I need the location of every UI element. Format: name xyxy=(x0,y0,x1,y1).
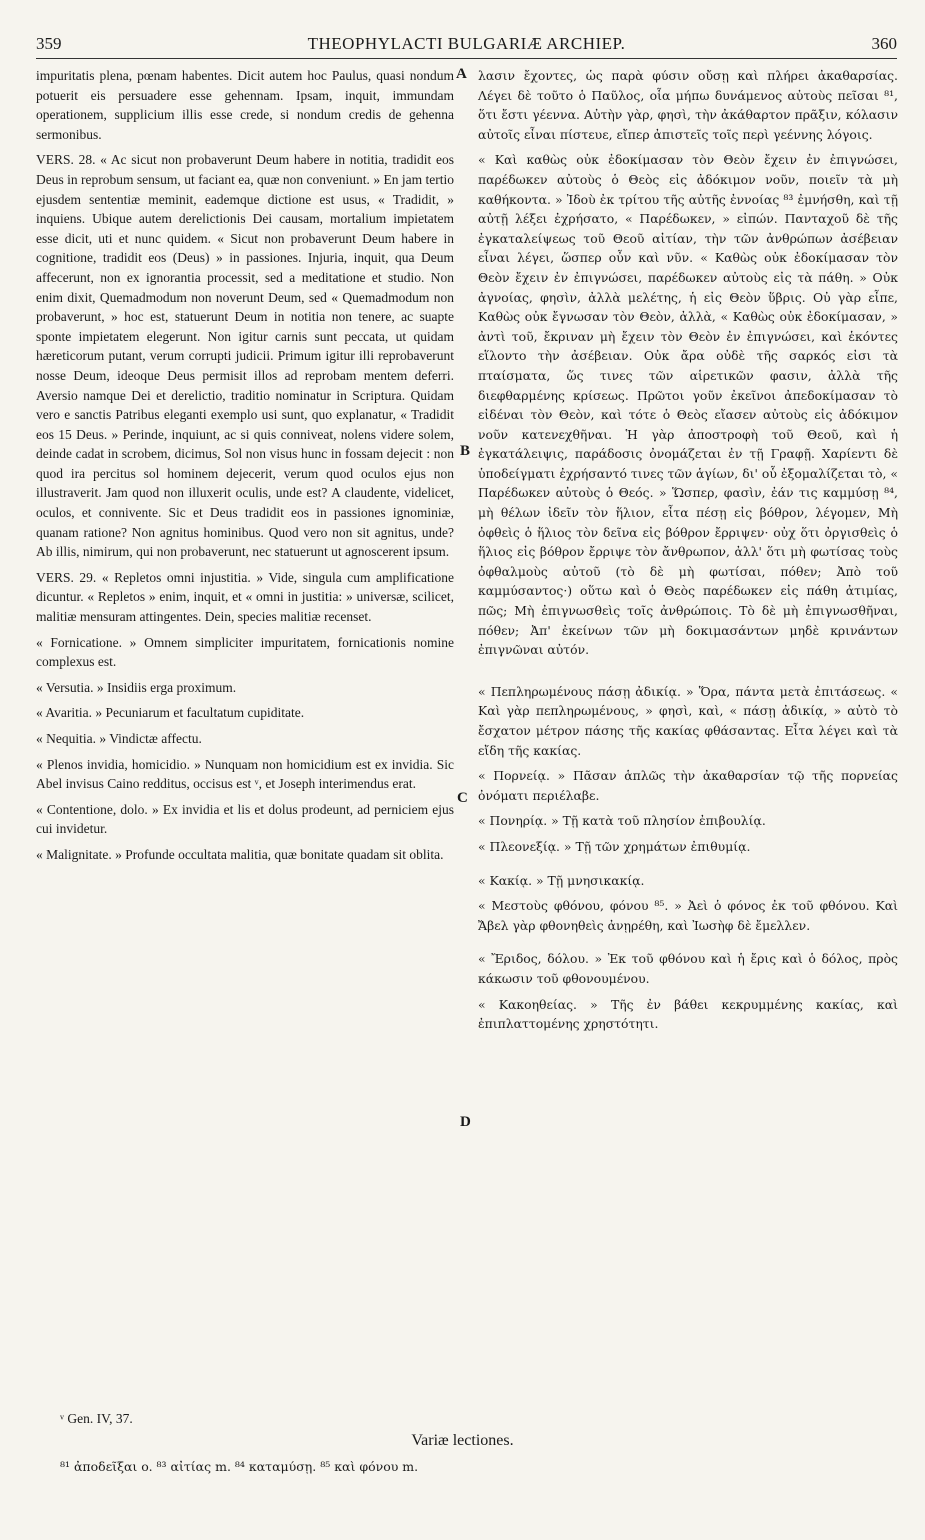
greek-paragraph: « Καὶ καθὼς οὐκ ἐδοκίμασαν τὸν Θεὸν ἔχειν ἐν ἐπιγνώσει, παρέδωκεν αὐτοὺς ὁ Θεὸς εἰς ἀδόκιμον νοῦν, ποιεῖν τὰ μὴ καθήκοντα. » Ἰδοὺ ἐκ τρίτου τῆς αὐτῆς ἐννοίας ⁸³ ἐμνήσθη, καὶ τῇ αὐτῇ λέξει ἐχρήσατο, « Παρέδωκεν, » εἰπών. Πανταχοῦ δὲ τῆς ἐγκαταλείψεως τοῦ Θεοῦ αἰτίαν, τὴν τῶν ἀνθρώπων ἀσέβειαν εἶναι λέγει, ὥσπερ οὖν καὶ νῦν. « Καθὼς οὐκ ἐδοκίμασαν τὸν Θεὸν ἔχειν ἐν ἐπιγνώσει, παρέδωκεν αὐτοὺς εἰς τὰ πάθη. » Οὐκ ἀγνοίας, φησὶν, ἀλλὰ μελέτης, ἡ εἰς Θεὸν ὕβρις. Οὐ γὰρ εἶπε, Καθὼς οὐκ ἔγνωσαν τὸν Θεὸν, ἀλλὰ, « Καθὼς οὐκ ἐδοκίμασαν, » ἀντὶ τοῦ, ἔκριναν μὴ ἔχειν τὸν Θεὸν ἐν ἐπιγνώσει, καὶ ἑκόντες εἵλοντο τὴν ἀσέβειαν. Οὐκ ἄρα οὐδὲ τῆς σαρκός εἰσι τὰ πταίσματα, ὥς τινες τῶν αἱρετικῶν φασιν, ἀλλὰ τῆς διεφθαρμένης κρίσεως. Πρῶτοι γοῦν ἐκεῖνοι ἀπεδοκίμασαν τὸ εἰδέναι τὸν Θεὸν, καὶ τότε ὁ Θεὸς εἴασεν αὐτοὺς εἰς ἀδόκιμον νοῦν κατενεχθῆναι. Ἡ γὰρ ἀποστροφὴ τοῦ Θεοῦ, καὶ ἡ ἐγκατάλειψις, παράδοσις ὀνομάζεται ἐν τῇ Γραφῇ. Χαρίεντι δὲ ὑποδείγματι ἐχρήσαντό τινες τῶν ἁγίων, δι' οὗ ἐξομαλίζεται τὸ, « Παρέδωκεν αὐτοὺς ὁ Θεός. » Ὥσπερ, φασὶν, ἐάν τις καμμύσῃ ⁸⁴, μὴ θέλων ἰδεῖν τὸν ἥλιον, εἶτα πέσῃ εἰς βόθρον, λέγομεν, Μὴ ὀφθεὶς ὁ ἥλιος τὸν δεῖνα εἰς βόθρον ἔρριψεν· οὐχ ὅτι ὀργισθεὶς ὁ ἥλιος εἰς βόθρον ἔρριψε τὸν ἄνθρωπον, ἀλλ' ὅτι μὴ φωτίσας τοὺς ὀφθαλμοὺς αὐτοῦ (τὸ δὲ μὴ φωτίσαι, πόθεν; Ἀπὸ τοῦ καμμύσαντος·) οὕτω καὶ ὁ Θεὸς παρέδωκεν εἰς πάθη ἀτιμίας, πῶς; Μὴ ἐπιγνωσθεὶς τοῖς ἀνθρώποις. Τὸ δὲ μὴ ἐπιγνωσθῆναι, πόθεν; Ἀπ' ἐκείνων τῶν μὴ δοκιμασάντων μηδὲ κρινάντων ἐπιγνῶναι αὐτόν. xyxy=(478,152,898,658)
latin-paragraph: « Nequitia. » Vindictæ affectu. xyxy=(36,731,202,746)
greek-paragraph: « Πορνείᾳ. » Πᾶσαν ἁπλῶς τὴν ἀκαθαρσίαν τῷ τῆς πορνείας ὀνόματι περιέλαβε. xyxy=(478,768,898,803)
latin-paragraph: « Malignitate. » Profunde occultata malitia, quæ bonitate quadam sit oblita. xyxy=(36,846,444,862)
margin-marker-c: C xyxy=(457,790,468,806)
header-rule xyxy=(36,58,897,59)
latin-paragraph: VERS. 28. « Ac sicut non probaverunt Deum habere in notitia, tradidit eos Deus in reprobum sensum, ut faciant ea, quæ non conveniunt. » En jam tertio ejusdem sententiæ meminit, eademque dictione est usus, « Tradidit, » inquiens. Ubique autem derelictionis Dei causam, mortalium impietatem esse dicit, uti et nunc quidem. « Sicut non probaverunt Deum habere in cognitione, tradidit eos (Deus) » in passiones. Injuria, inquit, qua Deum affecerunt, non ex ignorantia processit, sed a meditatione et studio. Non enim dixit, Quemadmodum non noverunt Deum, sed « Quemadmodum non probaverunt, » hoc est, statuerunt Deum in notitia non tenere, ac suapte sponte impietatem elegerunt. Non igitur carnis sunt peccata, ut quidam hæreticorum putant, verum corrupti judicii. Primum igitur illi reprobaverunt nosse Deum, ideoque Deus permisit illos ad reprobam mentem deferri. Aversio namque Dei et derelictio, traditio nominatur in Scriptura. Quidam vero e sanctis Patribus eleganti exemplo usi sunt, quo explanatur, « Tradidit eos 15 Deus. » Perinde, inquiunt, ac si quis conniveat, nolens videre solem, deinde cadat in scrobem, dicimus, Sol non visus hunc in fossam dejecit : non quod ira percitus sol hominem dejecerit, verum quod oculos ejus non illustraverit. Jam quod non illuxerit oculis, unde est? A claudente, videlicet, oculos, et connivente. Sic et Deus tradidit eos in passiones ignominiæ, quanam ratione? Non agnitus hominibus. Quod vero non sit agnitus, unde? Ab illis, nimirum, qui non probaverunt, nec statuerunt ut agnoscerent ipsum. xyxy=(36,152,454,560)
greek-paragraph: « Ἔριδος, δόλου. » Ἐκ τοῦ φθόνου καὶ ἡ ἔρις καὶ ὁ δόλος, πρὸς κάκωσιν τοῦ φθονουμένου. xyxy=(478,951,898,986)
margin-marker-a: A xyxy=(456,66,467,82)
greek-paragraph: « Μεστοὺς φθόνου, φόνου ⁸⁵. » Ἀεὶ ὁ φόνος ἐκ τοῦ φθόνου. Καὶ Ἄβελ γὰρ φθονηθεὶς ἀνῃρέθη, καὶ Ἰωσὴφ δὲ ἔμελλεν. xyxy=(478,898,898,933)
latin-paragraph: « Plenos invidia, homicidio. » Nunquam non homicidium est ex invidia. Sic Abel invisus Caino redditus, occisus est ᵛ, et Joseph interimendus erat. xyxy=(36,756,454,792)
latin-column xyxy=(36,66,454,865)
greek-paragraph: « Κακοηθείας. » Τῆς ἐν βάθει κεκρυμμένης κακίας, καὶ ἐπιπλαττομένης χρηστότητι. xyxy=(478,996,898,1032)
greek-paragraph: « Πονηρίᾳ. » Τῇ κατὰ τοῦ πλησίον ἐπιβουλίᾳ. xyxy=(478,813,766,829)
greek-paragraph: « Κακίᾳ. » Τῇ μνησικακίᾳ. xyxy=(478,872,645,888)
greek-paragraph: « Πεπληρωμένους πάσῃ ἀδικίᾳ. » Ὅρα, πάντα μετὰ ἐπιτάσεως. « Καὶ γὰρ πεπληρωμένους, » φησὶ, καὶ, « πάσῃ ἀδικίᾳ, » αὐτὸ τὸ ἔσχατον μέτρον πάσης τῆς κακίας φθάσαντας. Εἶτα λέγει καὶ τὰ εἴδη τῆς κακίας. xyxy=(478,683,898,758)
latin-paragraph: « Contentione, dolo. » Ex invidia et lis et dolus prodeunt, ad perniciem ejus cui invidetur. xyxy=(36,801,454,837)
greek-column xyxy=(478,66,898,1034)
variae-lectiones-title: Variæ lectiones. xyxy=(411,1432,514,1449)
footnote: ᵛ Gen. IV, 37. xyxy=(60,1411,133,1426)
margin-marker-b: B xyxy=(460,443,471,459)
running-header xyxy=(36,34,897,56)
variae-lectiones-text: ⁸¹ ἀποδεῖξαι o. ⁸³ αἰτίας m. ⁸⁴ καταμύσῃ. ⁸⁵ καὶ φόνου m. xyxy=(60,1459,419,1474)
latin-paragraph: « Versutia. » Insidiis erga proximum. xyxy=(36,679,237,695)
latin-paragraph: impuritatis plena, pœnam habentes. Dicit autem hoc Paulus, quasi nondum potuerit eis persuadere esse gehennam. Ipsam, inquit, immundam operationem, supplicium illis esse crede, si nondum credis de gehenna sermonibus. xyxy=(36,68,454,142)
running-title: THEOPHYLACTI BULGARIÆ ARCHIEP. xyxy=(307,34,626,53)
margin-marker-d: D xyxy=(460,1114,471,1130)
greek-paragraph: λασιν ἔχοντες, ὡς παρὰ φύσιν οὔσῃ καὶ πλήρει ἀκαθαρσίας. Λέγει δὲ τοῦτο ὁ Παῦλος, οἷα μήπω δυνάμενος αὐτοὺς πεῖσαι ⁸¹, ὅτι ἔστι γέεννα. Αὐτὴν γὰρ, φησὶ, τὴν ἀκάθαρτον πρᾶξιν, κόλασιν αὐτοῖς εἶναι πίστευε, εἴπερ ἀπιστεῖς τοῖς περὶ γεέννης λόγοις. xyxy=(478,68,898,142)
right-page-number: 360 xyxy=(871,34,897,53)
latin-paragraph: VERS. 29. « Repletos omni injustitia. » Vide, singula cum amplificatione dicuntur. « Repletos » enim, inquit, et « omni in justitia: » universæ, scilicet, malitiæ mensuram attingentes. Dein, species malitiæ recenset. xyxy=(36,569,454,625)
greek-paragraph: « Πλεονεξίᾳ. » Τῇ τῶν χρημάτων ἐπιθυμίᾳ. xyxy=(478,838,751,854)
left-page-number: 359 xyxy=(36,34,62,53)
latin-paragraph: « Fornicatione. » Omnem simpliciter impuritatem, fornicationis nomine complexus est. xyxy=(36,634,454,670)
latin-paragraph: « Avaritia. » Pecuniarum et facultatum cupiditate. xyxy=(36,705,305,721)
